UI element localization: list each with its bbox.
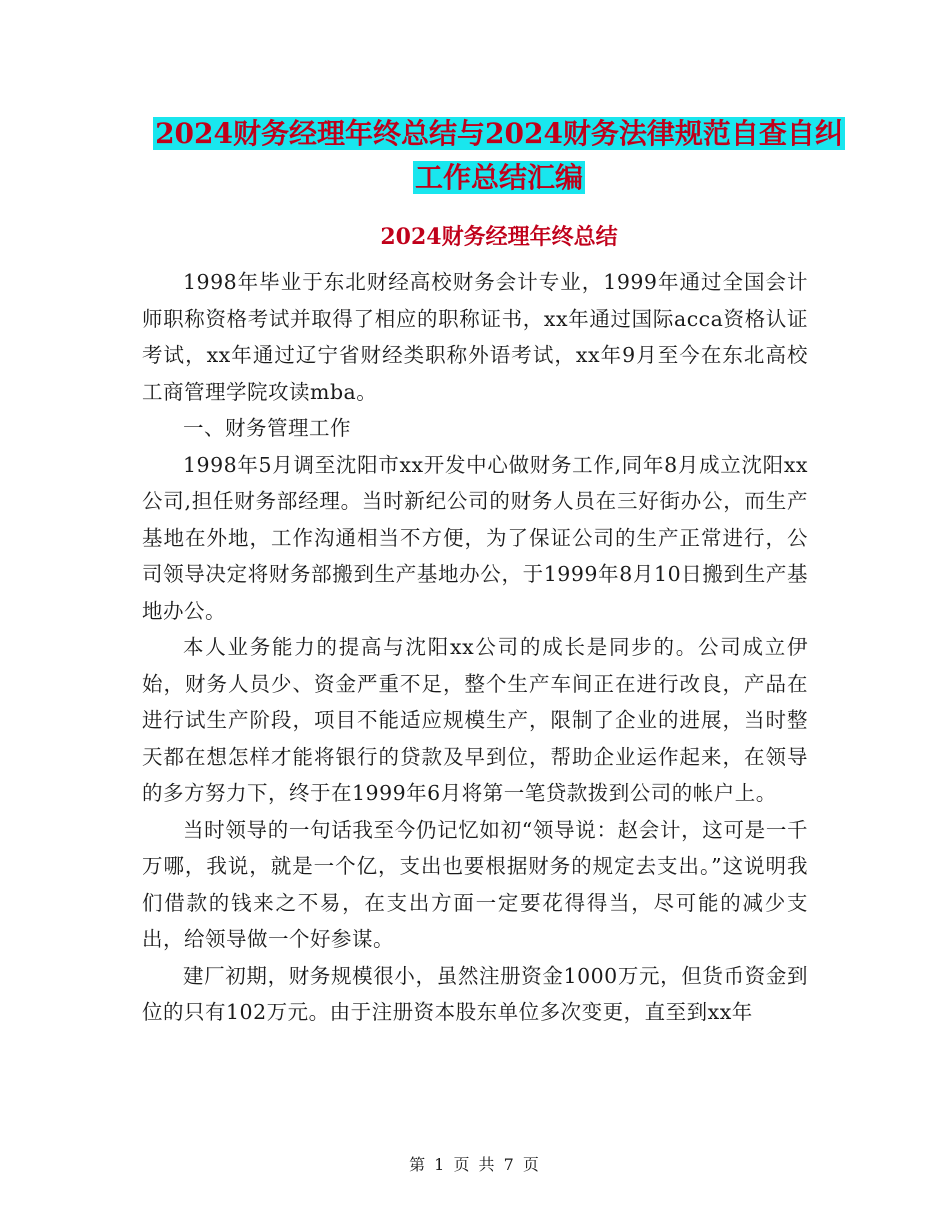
paragraph-early-stage: 建厂初期，财务规模很小，虽然注册资金1000万元，但货币资金到位的只有102万元。由于注册资本股东单位多次变更，直至到xx年 (142, 963, 808, 1024)
document-title-line-1: 2024财务经理年终总结与2024财务法律规范自查自纠 (155, 117, 843, 150)
paragraph-heading-financial-management: 一、财务管理工作 (183, 416, 351, 440)
document-title-line-2: 工作总结汇编 (414, 161, 583, 194)
paragraph-work-history: 1998年5月调至沈阳市xx开发中心做财务工作,同年8月成立沈阳xx公司,担任财务部经理。当时新纪公司的财务人员在三好街办公，而生产基地在外地，工作沟通相当不方便，为了保证公司的生产正常进行，公司领导决定将财务部搬到生产基地办公，于1999年8月10日搬到生产基地办公。 (142, 452, 808, 623)
section-title: 2024财务经理年终总结 (380, 224, 618, 250)
document-body (142, 264, 808, 1031)
paragraph-growth: 本人业务能力的提高与沈阳xx公司的成长是同步的。公司成立伊始，财务人员少、资金严重不足，整个生产车间正在进行改良，产品在进行试生产阶段，项目不能适应规模生产，限制了企业的进展，当时整天都在想怎样才能将银行的贷款及早到位，帮助企业运作起来，在领导的多方努力下，终于在1999年6月将第一笔贷款拨到公司的帐户上。 (142, 635, 808, 805)
paragraph-education: 1998年毕业于东北财经高校财务会计专业，1999年通过全国会计师职称资格考试并取得了相应的职称证书，xx年通过国际acca资格认证考试，xx年通过辽宁省财经类职称外语考试，xx年9月至今在东北高校工商管理学院攻读mba。 (142, 270, 808, 404)
page-footer: 第 1 页 共 7 页 (409, 1155, 541, 1174)
paragraph-leader-quote: 当时领导的一句话我至今仍记忆如初“领导说：赵会计，这可是一千万哪，我说，就是一个亿，支出也要根据财务的规定去支出。”这说明我们借款的钱来之不易，在支出方面一定要花得得当，尽可能的减少支出，给领导做一个好参谋。 (142, 817, 808, 951)
document-title (150, 112, 848, 200)
